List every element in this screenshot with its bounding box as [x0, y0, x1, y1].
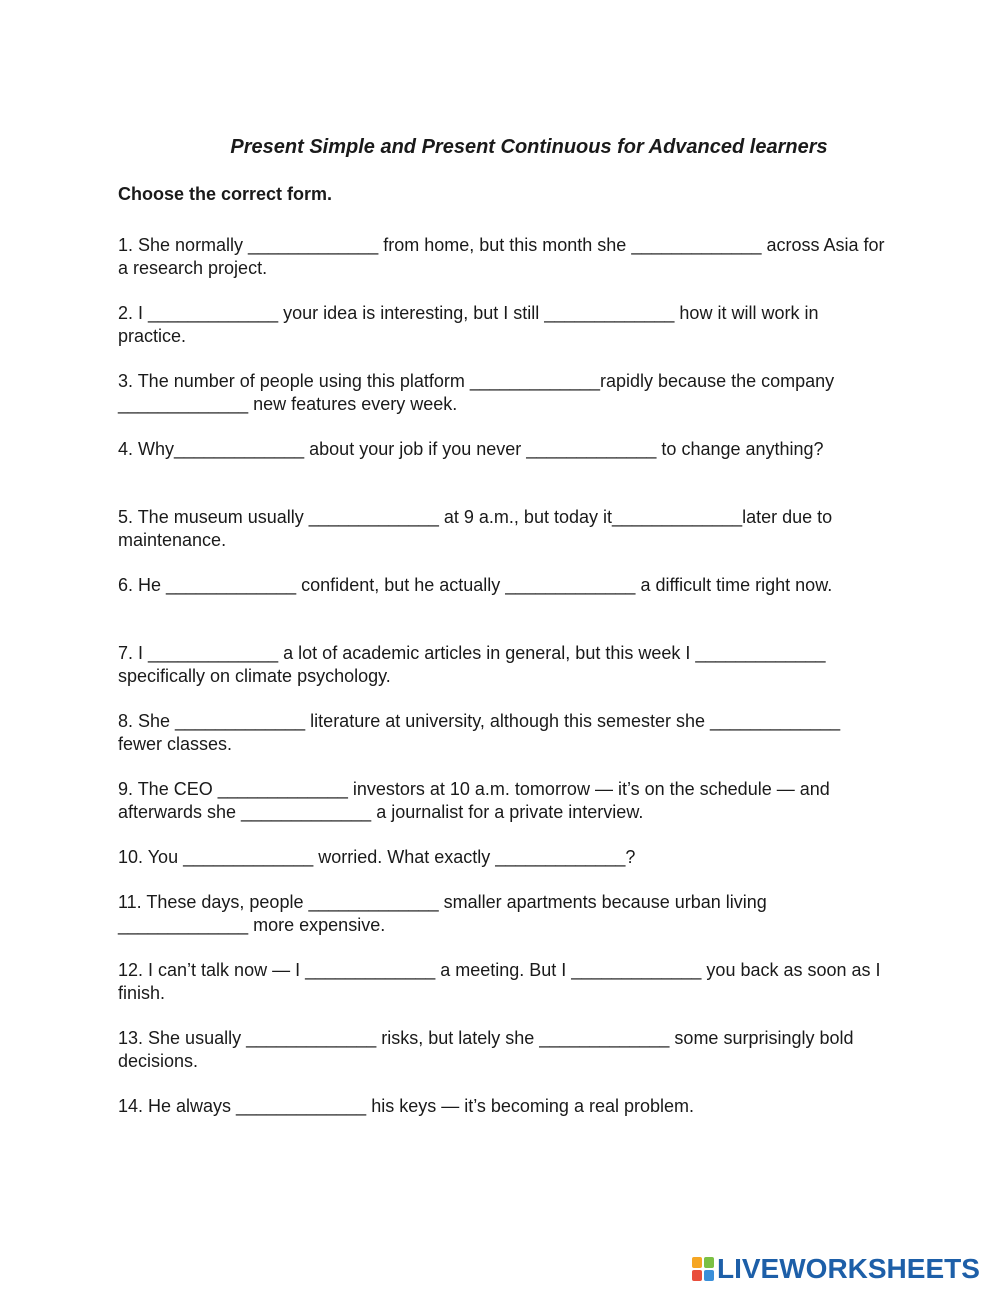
- exercise-11: 11. These days, people _____________ smaller apartments because urban living _____________ more expensive.: [118, 892, 767, 935]
- logo-mark-square: [692, 1270, 702, 1281]
- exercise-13: 13. She usually _____________ risks, but lately she _____________ some surprisingly bold decisions.: [118, 1028, 854, 1071]
- exercise-2: 2. I _____________ your idea is interesting, but I still _____________ how it will work in practice.: [118, 303, 819, 346]
- exercise-6: 6. He _____________ confident, but he actually _____________ a difficult time right now.: [118, 575, 833, 595]
- exercise-14: 14. He always _____________ his keys — it’s becoming a real problem.: [118, 1096, 694, 1116]
- exercise-10: 10. You _____________ worried. What exactly _____________?: [118, 847, 636, 867]
- liveworksheets-logo-icon: [692, 1257, 714, 1281]
- instruction-text: Choose the correct form.: [118, 184, 333, 204]
- worksheet-title: Present Simple and Present Continuous for Advanced learners: [230, 136, 828, 158]
- exercise-1: 1. She normally _____________ from home, but this month she _____________ across Asia for a research project.: [118, 235, 885, 278]
- logo-text: LIVEWORKSHEETS: [717, 1253, 980, 1284]
- exercise-4: 4. Why_____________ about your job if you never _____________ to change anything?: [118, 439, 824, 459]
- logo-mark-square: [704, 1270, 714, 1281]
- exercise-8: 8. She _____________ literature at university, although this semester she _____________ fewer classes.: [118, 711, 841, 754]
- exercise-7: 7. I _____________ a lot of academic articles in general, but this week I _____________ specifically on climate psychology.: [118, 643, 826, 686]
- liveworksheets-logo[interactable]: [692, 1254, 980, 1284]
- exercise-9: 9. The CEO _____________ investors at 10 a.m. tomorrow — it’s on the schedule — and afterwards she _____________ a journalist for a private interview.: [118, 779, 830, 822]
- exercise-12: 12. I can’t talk now — I _____________ a meeting. But I _____________ you back as soon as I finish.: [118, 960, 881, 1003]
- exercise-5: 5. The museum usually _____________ at 9 a.m., but today it_____________later due to maintenance.: [118, 507, 833, 550]
- logo-mark-square: [692, 1257, 702, 1268]
- exercise-3: 3. The number of people using this platform _____________rapidly because the company _____________ new features every week.: [118, 371, 835, 414]
- logo-mark-square: [704, 1257, 714, 1268]
